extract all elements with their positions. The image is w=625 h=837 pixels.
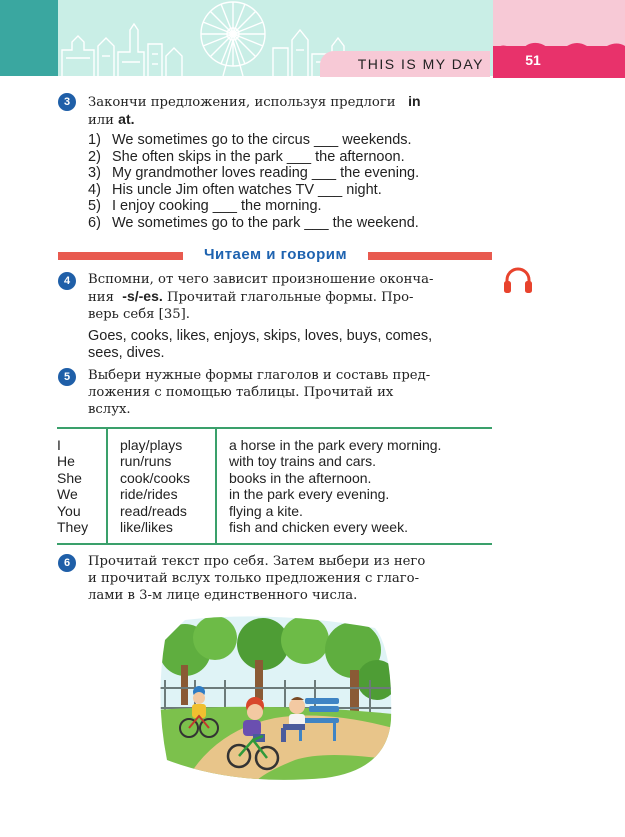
endings-column <box>229 437 441 535</box>
verb-forms-line: Goes, cooks, likes, enjoys, skips, loves, buys, comes, <box>88 328 433 344</box>
table-cell: They <box>57 519 89 536</box>
table-cell: He <box>57 453 75 470</box>
sentence-item: 6) We sometimes go to the park ___ the weekend. <box>88 214 419 231</box>
subjects-column <box>57 437 88 535</box>
park-illustration <box>155 610 393 782</box>
table-cell: books in the afternoon. <box>229 469 372 486</box>
preposition-at: at. <box>118 111 135 127</box>
task-number-5: 5 <box>58 368 76 386</box>
section-banner <box>58 248 492 264</box>
table-cell: play/plays <box>120 437 183 453</box>
banner-title: Читаем и говорим <box>183 246 368 263</box>
table-cell: in the park every evening. <box>229 486 390 503</box>
task3-or-word: или <box>88 113 114 128</box>
verb-forms-line: sees, dives. <box>88 345 165 361</box>
table-cell: with toy trains and cars. <box>229 453 377 470</box>
page-number-box <box>493 46 625 78</box>
table-divider <box>106 429 108 543</box>
banner-bar-left <box>58 252 186 260</box>
task-number-3: 3 <box>58 93 76 111</box>
task6-line: лами в 3-м лице единственного числа. <box>88 588 358 603</box>
table-cell: like/likes <box>120 519 173 536</box>
task6-line: Прочитай текст про себя. Затем выбери из него <box>88 554 426 569</box>
table-cell: I <box>57 437 61 453</box>
task3-sentence-list <box>88 132 419 232</box>
task5-instruction <box>88 367 492 418</box>
table-cell: We <box>57 486 78 503</box>
task3-instruction <box>88 93 492 129</box>
table-cell: She <box>57 469 82 486</box>
table-cell: flying a kite. <box>229 502 303 519</box>
task5-line: Выбери нужные формы глаголов и составь пред- <box>88 368 431 383</box>
task6-instruction <box>88 553 492 604</box>
preposition-in: in <box>408 93 421 109</box>
task3-instruction-text: Закончи предложения, используя предлоги <box>88 95 396 110</box>
task6-line: и прочитай вслух только предложения с глаго- <box>88 571 420 586</box>
banner-bar-right <box>364 252 492 260</box>
table-divider <box>215 429 217 543</box>
task-number-4: 4 <box>58 272 76 290</box>
table-cell: You <box>57 502 81 519</box>
sentence-item: 5) I enjoy cooking ___ the morning. <box>88 198 322 215</box>
task4-line: верь себя [35]. <box>88 307 190 322</box>
task-number-6: 6 <box>58 554 76 572</box>
teal-corner-tab <box>0 0 58 76</box>
headphones-icon[interactable] <box>503 266 533 294</box>
table-cell: ride/rides <box>120 486 178 503</box>
verbs-column <box>120 437 190 535</box>
table-cell: a horse in the park every morning. <box>229 437 442 453</box>
page-header <box>0 0 625 78</box>
sentence-item: 3) My grandmother loves reading ___ the evening. <box>88 165 420 182</box>
task4-line: Вспомни, от чего зависит произношение оконча- <box>88 272 434 287</box>
ending-s-es: -s/-es. <box>122 288 163 304</box>
task4-line: ния -s/-es. Прочитай глагольные формы. Про- <box>88 288 414 305</box>
table-cell: fish and chicken every week. <box>229 519 408 536</box>
task4-instruction <box>88 271 492 323</box>
substitution-table <box>57 427 492 545</box>
sentence-item: 1) We sometimes go to the circus ___ weekends. <box>88 132 412 148</box>
sentence-item: 2) She often skips in the park ___ the afternoon. <box>88 148 405 165</box>
table-cell: run/runs <box>120 453 172 470</box>
table-cell: read/reads <box>120 502 187 519</box>
task5-line: вслух. <box>88 402 131 417</box>
table-cell: cook/cooks <box>120 469 191 486</box>
section-title: THIS IS MY DAY <box>320 51 490 77</box>
verb-forms <box>88 328 492 362</box>
task5-line: ложения с помощью таблицы. Прочитай их <box>88 385 394 400</box>
sentence-item: 4) His uncle Jim often watches TV ___ night. <box>88 181 382 198</box>
page-number: 51 <box>525 52 541 68</box>
